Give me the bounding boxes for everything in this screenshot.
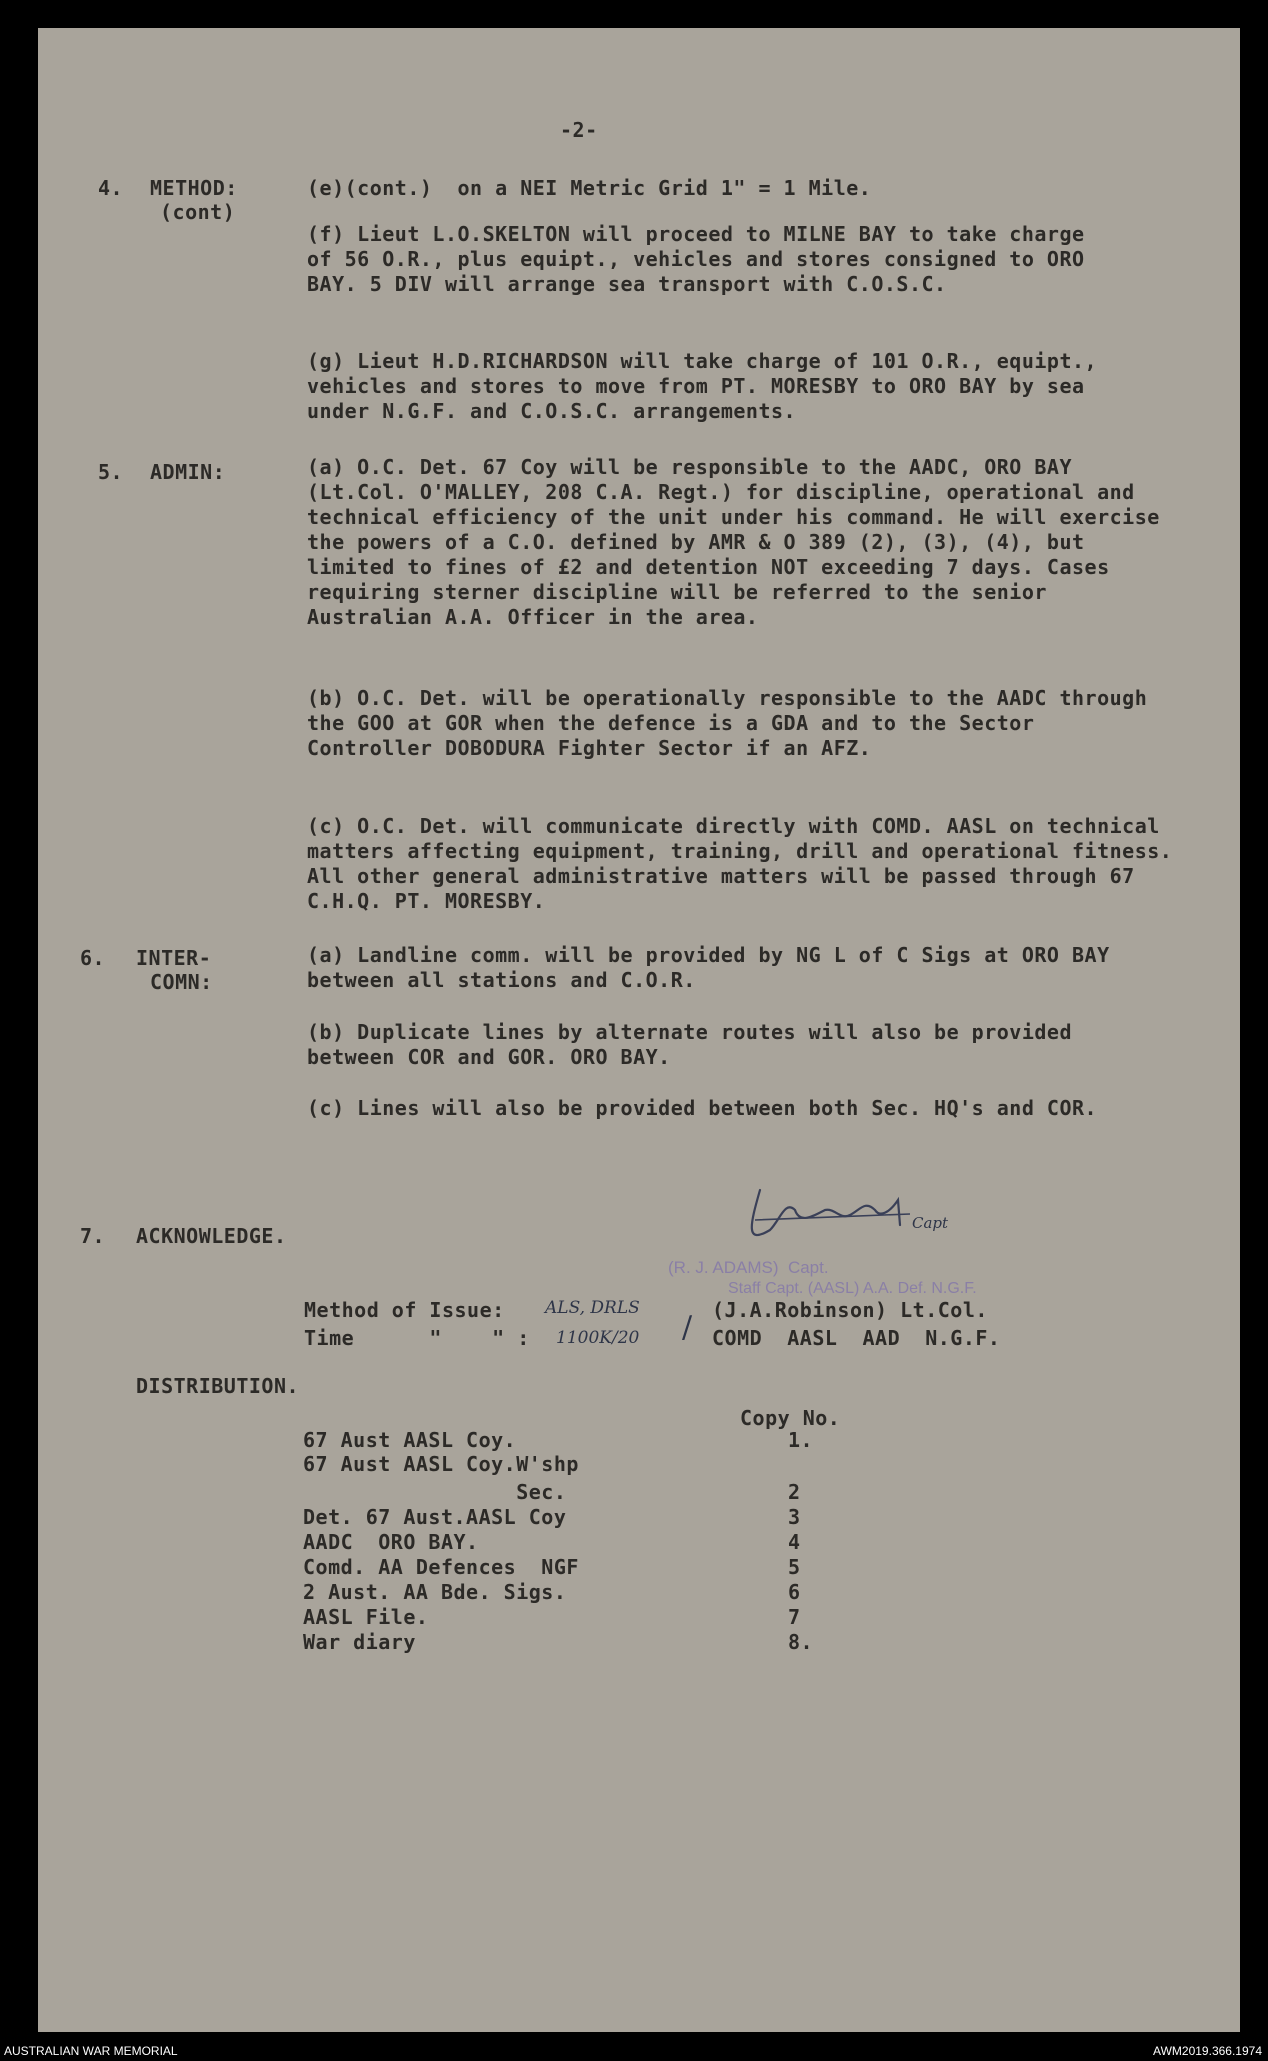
section-4-heading-cont: (cont) <box>160 200 236 224</box>
method-of-issue-label: Method of Issue: <box>304 1298 505 1322</box>
distribution-copy: 5 <box>788 1555 801 1579</box>
section-5-number: 5. <box>98 460 124 484</box>
footer-left: AUSTRALIAN WAR MEMORIAL <box>4 2044 178 2058</box>
distribution-item: Sec. <box>303 1480 567 1504</box>
stamp-name: (R. J. ADAMS) Capt. <box>668 1258 829 1277</box>
distribution-copy: 7 <box>788 1605 801 1629</box>
distribution-item: Comd. AA Defences NGF <box>303 1555 579 1579</box>
page-number: -2- <box>560 118 598 142</box>
distribution-copy: 3 <box>788 1505 801 1529</box>
distribution-heading: DISTRIBUTION. <box>136 1374 300 1398</box>
time-value: 1100K/20 <box>556 1328 640 1348</box>
section-6-number: 6. <box>80 946 106 970</box>
distribution-copy: 6 <box>788 1580 801 1604</box>
section-4-number: 4. <box>98 176 124 200</box>
section-7-number: 7. <box>80 1224 106 1248</box>
distribution-copy: 8. <box>788 1630 814 1654</box>
copy-no-header: Copy No. <box>740 1406 841 1430</box>
section-5-para-a: (a) O.C. Det. 67 Coy will be responsible to the AADC, ORO BAY (Lt.Col. O'MALLEY, 208 C.A. Regt.) for discipline, operational and technical efficiency of the unit under his command. He will exercise the powers of a C.O. defined by AMR & O 389 (2), (3), (4), but limited to fines of £2 and detention NOT exceeding 7 days. Cases requiring sterner discipline will be referred to the senior Australian A.A. Officer in the area. <box>307 455 1160 629</box>
section-5-para-b: (b) O.C. Det. will be operationally responsible to the AADC through the GOO at GOR when the defence is a GDA and to the Sector Controller DOBODURA Fighter Sector if an AFZ. <box>307 686 1148 760</box>
section-4-para-f: (f) Lieut L.O.SKELTON will proceed to MILNE BAY to take charge of 56 O.R., plus equipt., vehicles and stores consigned to ORO BAY. 5 DIV will arrange sea transport with C.O.S.C. <box>307 222 1085 296</box>
method-of-issue-value: ALS, DRLS <box>545 1298 640 1318</box>
pen-mark: / <box>682 1310 693 1345</box>
footer-right: AWM2019.366.1974 <box>1153 2044 1262 2058</box>
distribution-item: 67 Aust AASL Coy. <box>303 1428 517 1452</box>
signature-rank: Capt <box>912 1214 949 1232</box>
section-6-para-a: (a) Landline comm. will be provided by NG L of C Sigs at ORO BAY between all stations and C.O.R. <box>307 943 1110 992</box>
distribution-copy: 2 <box>788 1480 801 1504</box>
section-6-para-b: (b) Duplicate lines by alternate routes will also be provided between COR and GOR. ORO BAY. <box>307 1020 1073 1069</box>
section-4-heading: METHOD: <box>150 176 238 200</box>
section-5-heading: ADMIN: <box>150 460 226 484</box>
distribution-item: Det. 67 Aust.AASL Coy <box>303 1505 567 1529</box>
distribution-item: AADC ORO BAY. <box>303 1530 479 1554</box>
distribution-copy: 4 <box>788 1530 801 1554</box>
section-4-para-e: (e)(cont.) on a NEI Metric Grid 1" = 1 Mile. <box>307 176 872 200</box>
distribution-item: AASL File. <box>303 1605 429 1629</box>
stamp-title: Staff Capt. (AASL) A.A. Def. N.G.F. <box>728 1280 977 1297</box>
signatory-name: (J.A.Robinson) Lt.Col. <box>712 1298 988 1322</box>
signatory-title: COMD AASL AAD N.G.F. <box>712 1326 1001 1350</box>
distribution-item: War diary <box>303 1630 416 1654</box>
time-label: Time " " : <box>304 1326 530 1350</box>
section-5-para-c: (c) O.C. Det. will communicate directly with COMD. AASL on technical matters affecting equipment, training, drill and operational fitness. All other general administrative matters will be passed through 67 C.H.Q. PT. MORESBY. <box>307 814 1173 913</box>
distribution-copy: 1. <box>788 1428 814 1452</box>
section-6-para-c: (c) Lines will also be provided between both Sec. HQ's and COR. <box>307 1096 1098 1120</box>
section-4-para-g: (g) Lieut H.D.RICHARDSON will take charge of 101 O.R., equipt., vehicles and stores to move from PT. MORESBY to ORO BAY by sea under N.G.F. and C.O.S.C. arrangements. <box>307 349 1098 423</box>
section-7-heading: ACKNOWLEDGE. <box>136 1224 287 1248</box>
distribution-item: 67 Aust AASL Coy.W'shp <box>303 1452 579 1476</box>
section-6-heading-1: INTER- <box>136 946 212 970</box>
distribution-item: 2 Aust. AA Bde. Sigs. <box>303 1580 567 1604</box>
section-6-heading-2: COMN: <box>150 970 213 994</box>
